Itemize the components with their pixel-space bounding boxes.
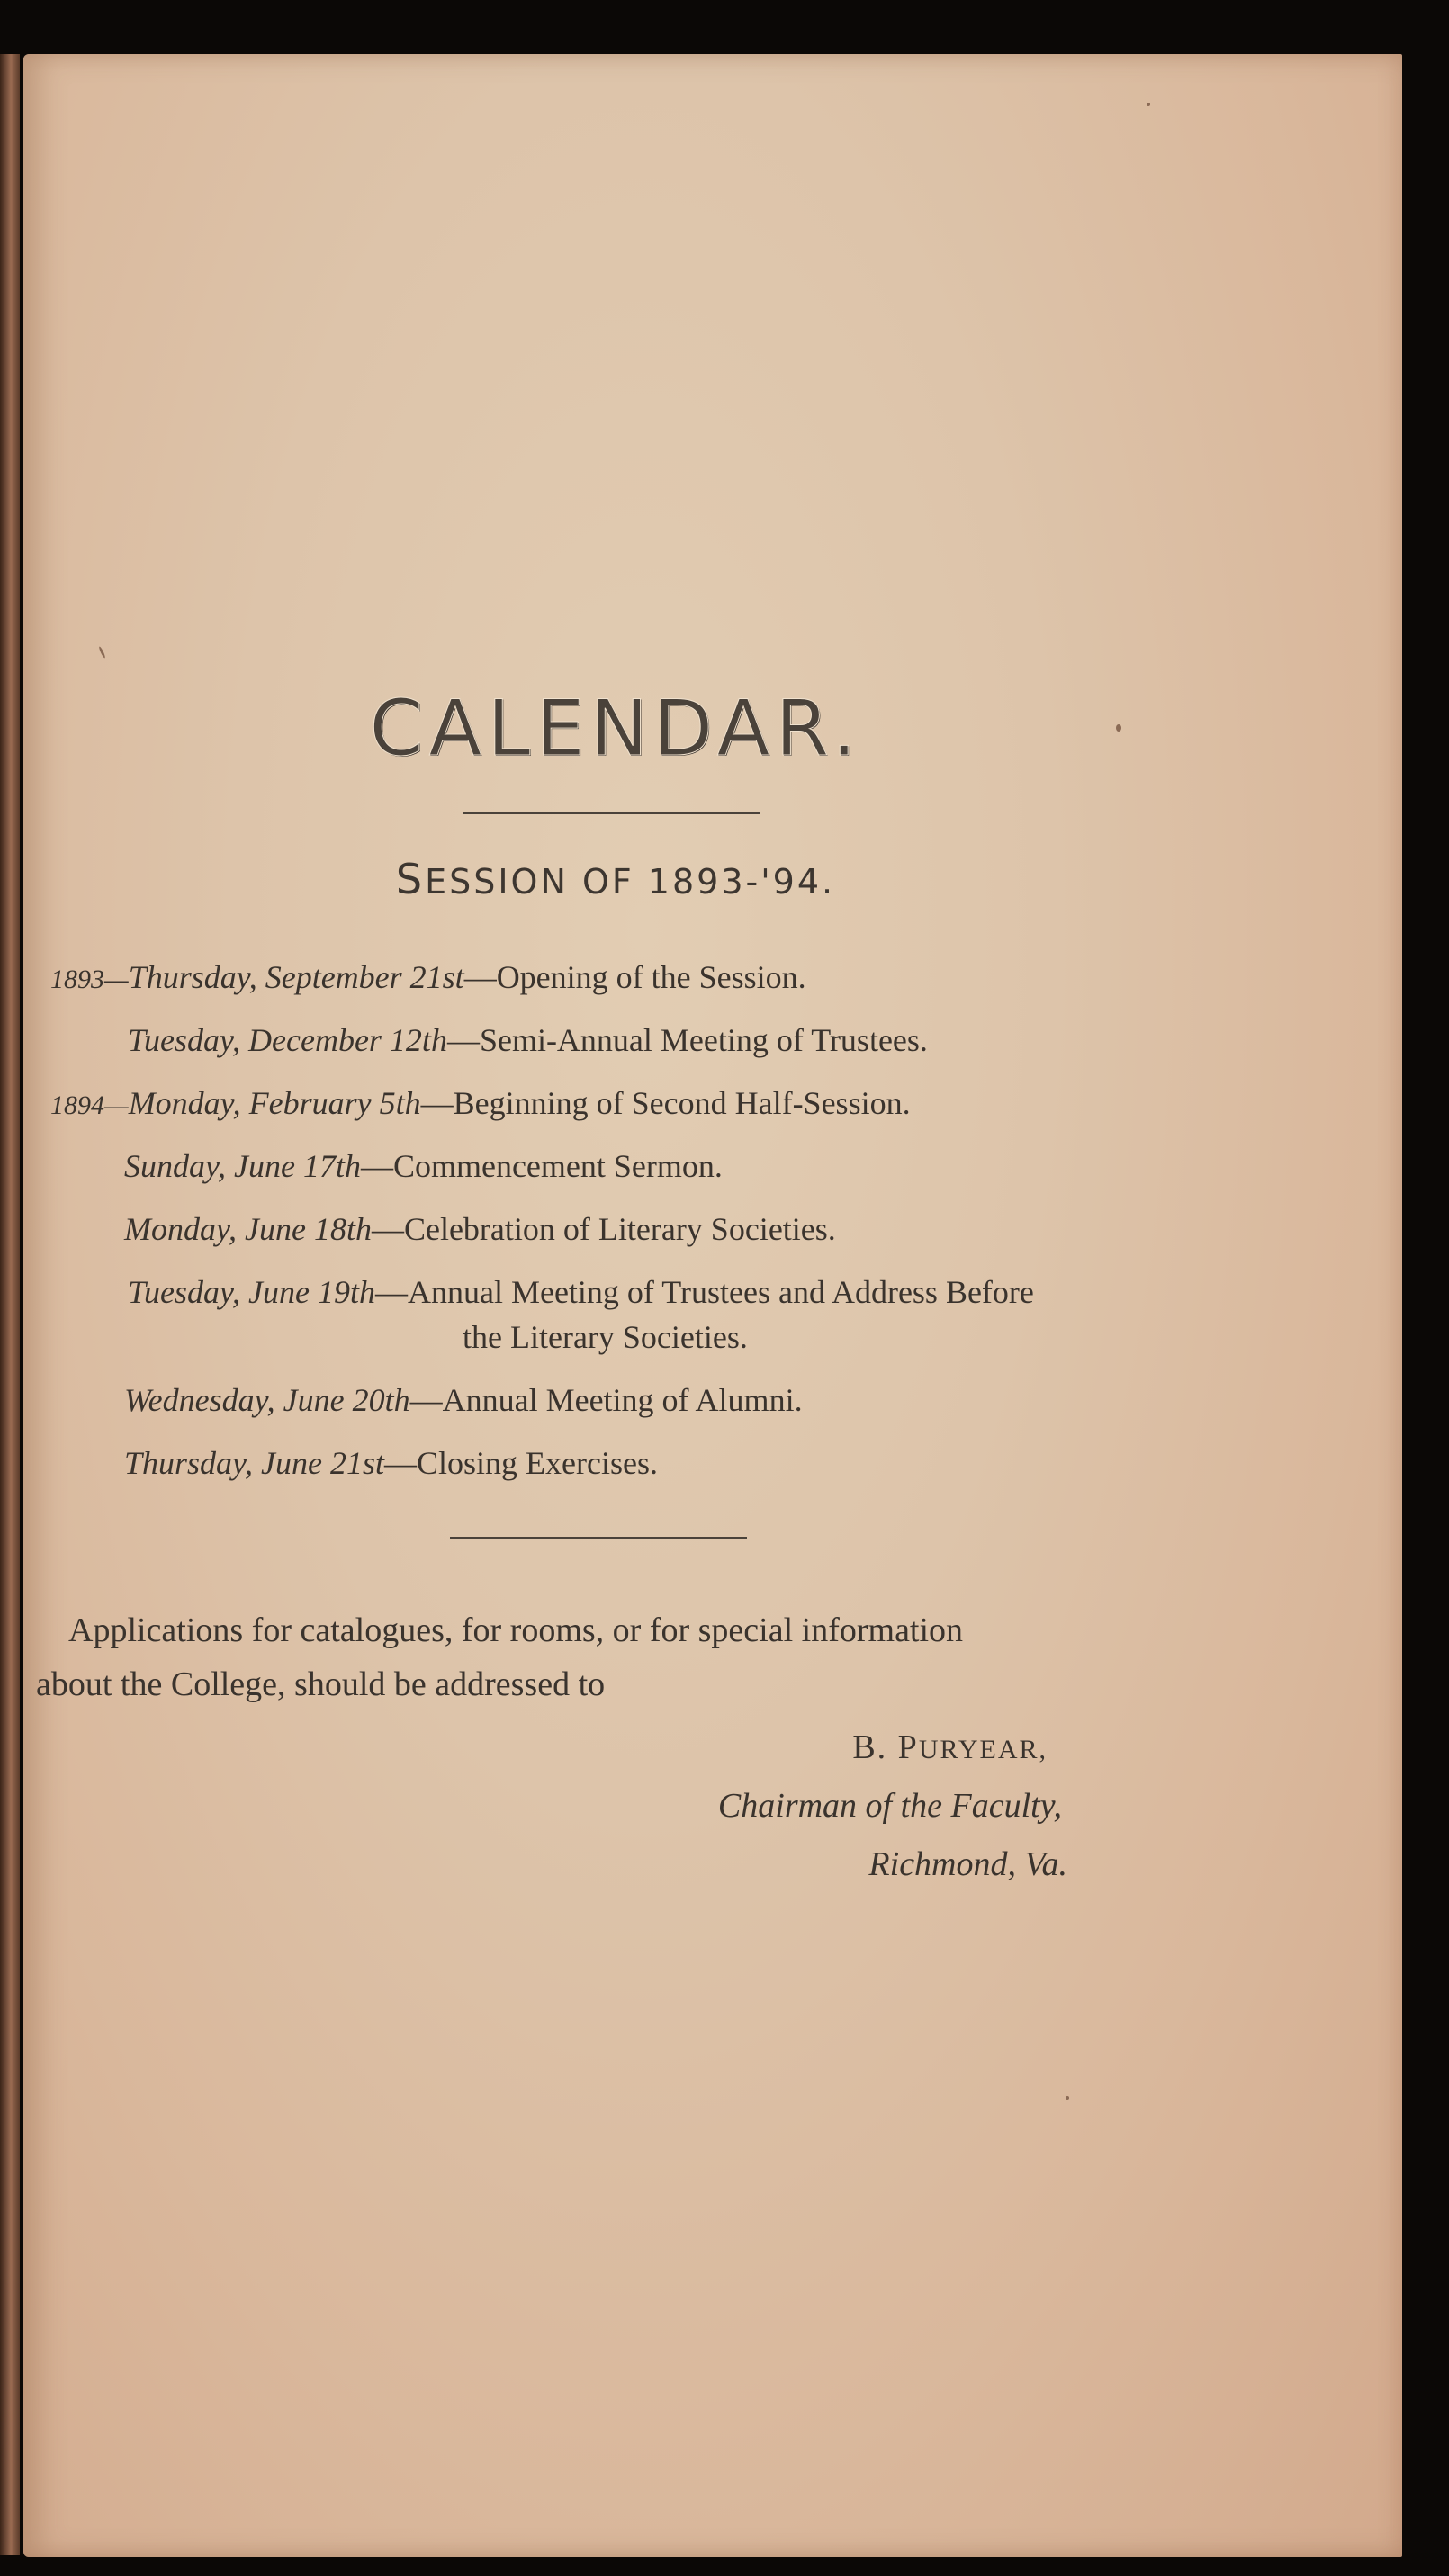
entry-event: —Closing Exercises. (384, 1445, 658, 1481)
signatory-name-rest: URYEAR, (918, 1735, 1048, 1764)
entry-event: —Annual Meeting of Alumni. (410, 1382, 803, 1418)
divider-rule-top (463, 812, 760, 814)
divider-rule-bottom (450, 1537, 747, 1539)
calendar-page (23, 54, 1402, 2557)
calendar-entry (128, 1021, 928, 1059)
entry-date: Tuesday, June 19th (128, 1274, 375, 1310)
entry-event: —Opening of the Session. (464, 959, 806, 995)
entry-year: 1893— (50, 965, 129, 994)
entry-event: —Semi-Annual Meeting of Trustees. (446, 1022, 928, 1058)
signatory-name-initial: B. P (852, 1728, 919, 1766)
subtitle-rest: ESSION OF 1893-'94. (425, 862, 836, 902)
calendar-entry (124, 1147, 723, 1185)
calendar-entry (128, 1273, 1034, 1311)
entry-date: Wednesday, June 20th (124, 1382, 410, 1418)
entry-event: —Commencement Sermon. (360, 1148, 723, 1184)
calendar-entry (124, 1210, 836, 1248)
paper-speck (1116, 724, 1121, 732)
paper-speck (98, 646, 106, 659)
entry-date: Tuesday, December 12th (128, 1022, 447, 1058)
notice-line: Applications for catalogues, for rooms, or for special information (68, 1611, 964, 1649)
signatory-title: Chairman of the Faculty, (717, 1787, 1062, 1825)
subtitle-initial: S (395, 855, 426, 903)
entry-date: Monday, June 18th (124, 1211, 372, 1247)
calendar-entry (124, 1444, 658, 1482)
calendar-entry (124, 1381, 803, 1419)
entry-date: Thursday, September 21st (128, 959, 464, 995)
entry-event: —Beginning of Second Half-Session. (420, 1085, 911, 1121)
paper-speck (1066, 2096, 1069, 2100)
facing-page-edge (0, 54, 20, 2555)
notice-line: about the College, should be addressed to (36, 1665, 606, 1703)
calendar-entry (50, 1084, 911, 1122)
entry-event: the Literary Societies. (463, 1319, 748, 1355)
entry-date: Monday, February 5th (128, 1085, 421, 1121)
entry-event: —Annual Meeting of Trustees and Address Before (374, 1274, 1034, 1310)
page-title: CALENDAR. (369, 684, 862, 774)
signatory-place: Richmond, Va. (868, 1845, 1067, 1883)
entry-date: Sunday, June 17th (124, 1148, 361, 1184)
entry-year: 1894— (50, 1091, 129, 1120)
calendar-entry (50, 958, 806, 996)
signatory-name (852, 1728, 1048, 1767)
paper-speck (1147, 103, 1150, 106)
entry-event: —Celebration of Literary Societies. (371, 1211, 836, 1247)
calendar-entry-continuation (463, 1318, 748, 1356)
entry-date: Thursday, June 21st (124, 1445, 385, 1481)
session-subtitle (23, 855, 1208, 903)
